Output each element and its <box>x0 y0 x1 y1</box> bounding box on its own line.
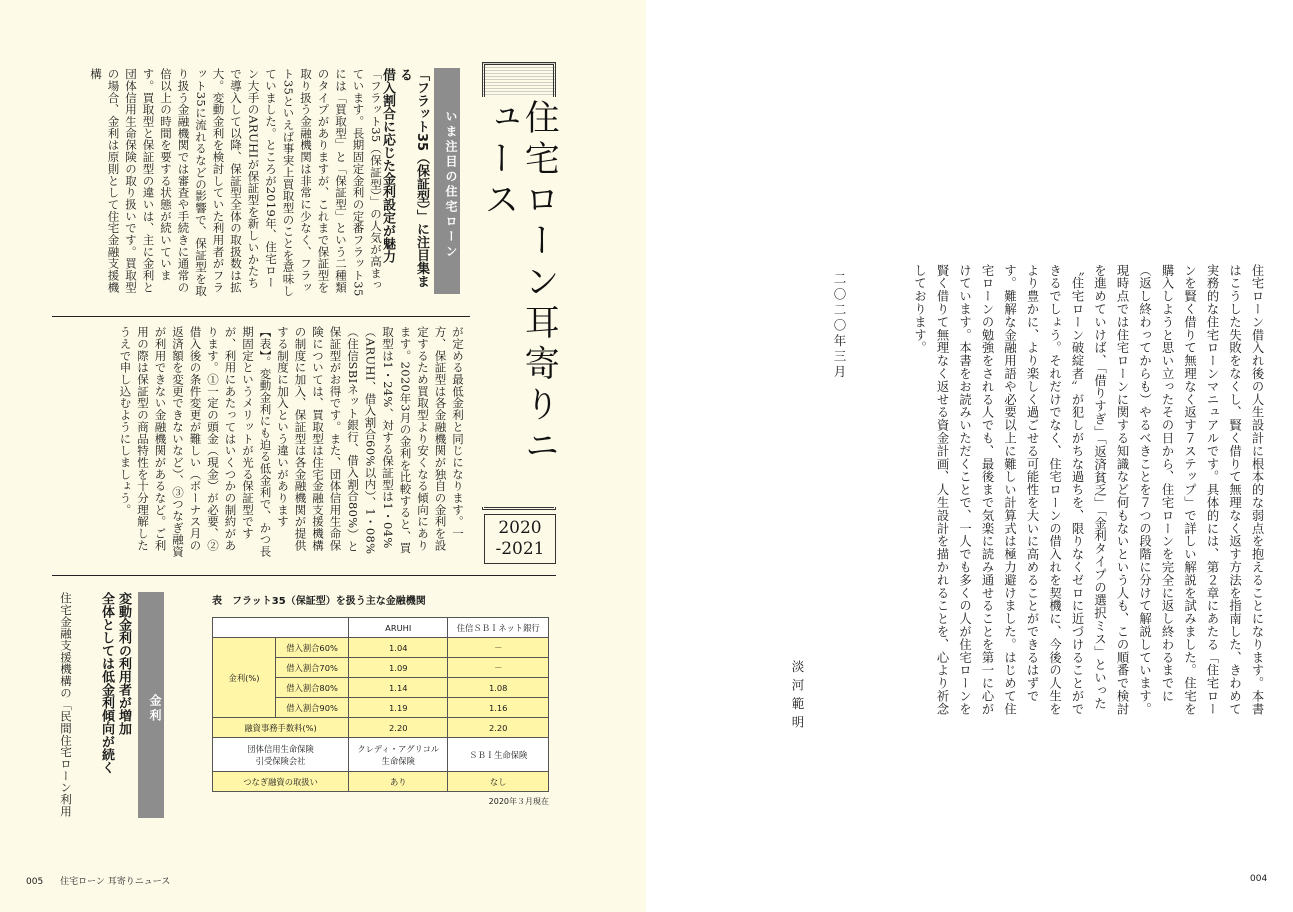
cell-aruhi: 1.19 <box>349 698 448 718</box>
lender-table <box>212 617 549 792</box>
cell-aruhi: 1.14 <box>349 678 448 698</box>
column-divider-1 <box>52 316 470 317</box>
cell-sbi: 1.16 <box>448 698 549 718</box>
left-footer <box>26 874 170 887</box>
section-label-featured: いま注目の住宅ローン <box>434 68 460 294</box>
article-1-headline-line-2: 借入割合に応じた金利設定が魅力 <box>380 68 395 263</box>
article-1-headline <box>380 68 430 298</box>
cell-aruhi: 1.09 <box>349 658 448 678</box>
main-title-box <box>479 62 560 510</box>
table-corner-cell <box>213 618 349 638</box>
article-1-column-1: 「フラット35（保証型）」の人気が高まっています。長期固定金利の定番フラット35には「買取型」と「保証型」という二種類のタイプがありますが、これまで保証型を取り扱う金融機関は非常に少なく、フラット35といえば事実上買取型のことを意味していました。ところが2019年、住宅ローン大手のARUHIが保証型を新しいかたちで導入して以降、保証型全体の取扱数は拡大。変動金利を検討していた利用者がフラット35に流れるなどの影響で、保証型を取り扱う金融機関では審査や手続きに通常の倍以上の時間を要する状態が続いています。買取型と保証型の違いは、主に金利と団体信用生命保険の取り扱いです。買取型の場合、金利は原則として住宅金融支援機構 <box>89 68 383 297</box>
author-name: 淡河範明 <box>790 660 805 734</box>
article-1-headline-line-1: 「フラット35（保証型）」に注目集まる <box>397 68 429 288</box>
year-line-2: -2021 <box>495 539 545 559</box>
row-label: つなぎ融資の取扱い <box>213 772 349 792</box>
table-header-sbi: 住信ＳＢＩネット銀行 <box>448 618 549 638</box>
row-label: 借入割合60% <box>276 638 349 658</box>
right-page-number: 004 <box>1250 874 1268 884</box>
table-title: 表 フラット35（保証型）を扱う主な金融機関 <box>212 596 426 607</box>
year-badge <box>484 514 556 564</box>
table-row-bridge <box>213 772 549 792</box>
insurer-a-line-2: 生命保険 <box>381 755 415 766</box>
article-2-headline <box>92 592 132 832</box>
insurer-a-line-1: クレディ・アグリコル <box>357 743 440 754</box>
cell-aruhi: 2.20 <box>349 718 448 738</box>
table-row <box>213 638 549 658</box>
right-page <box>646 0 1293 912</box>
main-title: 住宅ローン耳寄りニュース <box>475 97 564 507</box>
cell-aruhi: あり <box>349 772 448 792</box>
left-page-number: 005 <box>26 877 44 887</box>
insurer-label-line-1: 団体信用生命保険 <box>247 743 314 754</box>
cell-sbi: ＳＢＩ生命保険 <box>448 738 549 772</box>
section-label-interest-rates: 金利 <box>138 592 164 818</box>
article-2-column-1: 住宅金融支援機構の「民間住宅ローン利用 <box>59 592 73 818</box>
cell-aruhi: 1.04 <box>349 638 448 658</box>
year-line-1: 2020 <box>498 518 542 538</box>
insurer-label-line-2: 引受保険会社 <box>255 755 306 766</box>
row-label: 借入割合90% <box>276 698 349 718</box>
article-2-headline-line-2: 全体としては低金利傾向が続く <box>99 592 114 774</box>
table-note: 2020年３月現在 <box>488 797 549 806</box>
table-header-row <box>213 618 549 638</box>
row-label: 融資事務手数料(%) <box>213 718 349 738</box>
cell-sbi: なし <box>448 772 549 792</box>
row-label-insurer <box>213 738 349 772</box>
running-title: 住宅ローン 耳寄りニュース <box>60 877 171 887</box>
preface-date: 二〇二〇年三月 <box>832 272 847 381</box>
cell-sbi: 1.08 <box>448 678 549 698</box>
cell-sbi: 2.20 <box>448 718 549 738</box>
preface-body: 住宅ローン借入れ後の人生設計に根本的な弱点を抱えることになります。本書はこうした失敗をなくし、賢く借りて無理なく返す方法を指南した、きわめて実務的な住宅ローンマニュアルです。具体的には、第２章にあたる「住宅ローンを賢く借りて無理なく返す７ステップ」で詳しい解説を試みました。住宅を購入しようと思い立ったその日から、住宅ローンを完全に返し終わるまでに（返し終わってからも）やるべきことを７つの段階に分けて解説しています。現時点では住宅ローンに関する知識など何もないという人も、この順番で検討を進めていけば、「借りすぎ」「返済貧乏」「金利タイプの選択ミス」といった〝住宅ローン破綻者〟が犯しがちな過ちを、限りなくゼロに近づけることができるでしょう。それだけでなく、住宅ローンの借入れを契機に、今後の人生をより豊かに、より楽しく過ごせる可能性を大いに高めることができるはずです。難解な金融用語や必要以上に難しい計算式は極力避けました。はじめて住宅ローンの勉強をされる人でも、最後まで気楽に読み通せることを第一に心がけています。本書をお読みいただくことで、一人でも多くの人が住宅ローンを賢く借りて無理なく返せる資金計画、人生設計を描かれることを、心より祈念しております。 <box>912 264 1264 716</box>
cell-sbi: － <box>448 658 549 678</box>
cell-sbi: － <box>448 638 549 658</box>
lender-table-section <box>212 592 552 807</box>
table-row-fee <box>213 718 549 738</box>
article-2-headline-line-1: 変動金利の利用者が増加 <box>116 592 131 735</box>
table-header-aruhi: ARUHI <box>349 618 448 638</box>
article-1-column-2: が定める最低金利と同じになります。一方、保証型は各金融機関が独自の金利を設定するため買取型より安くなる傾向にあります。2020年3月の金利を比較すると、買取型は1・24%、対する保証型は1・04%（ARUHI、借入割合60%以内）、1・08%（住信SBIネット銀行、借入割合80%）と保証型がお得です。また、団体信用生命保険については、買取型は住宅金融支援機構の制度に加入、保証型は各金融機関が提供する制度に加入という違いがあります【表】。変動金利にも迫る低金利で、かつ長期固定というメリットが光る保証型ですが、利用にあたってはいくつかの制約があります。①一定の頭金（現金）が必要、②借入後の条件変更が難しい（ボーナス月の返済額を変更できないなど）、③つなぎ融資が利用できない金融機関があるなど。ご利用の際は保証型の商品特性を十分理解したうえで申し込むようにしましょう。 <box>118 326 465 558</box>
row-label: 借入割合80% <box>276 678 349 698</box>
row-label: 借入割合70% <box>276 658 349 678</box>
left-page <box>0 0 646 912</box>
section-divider <box>52 575 556 576</box>
table-row-insurer <box>213 738 549 772</box>
cell-aruhi <box>349 738 448 772</box>
rate-group-label: 金利(%) <box>213 638 276 718</box>
